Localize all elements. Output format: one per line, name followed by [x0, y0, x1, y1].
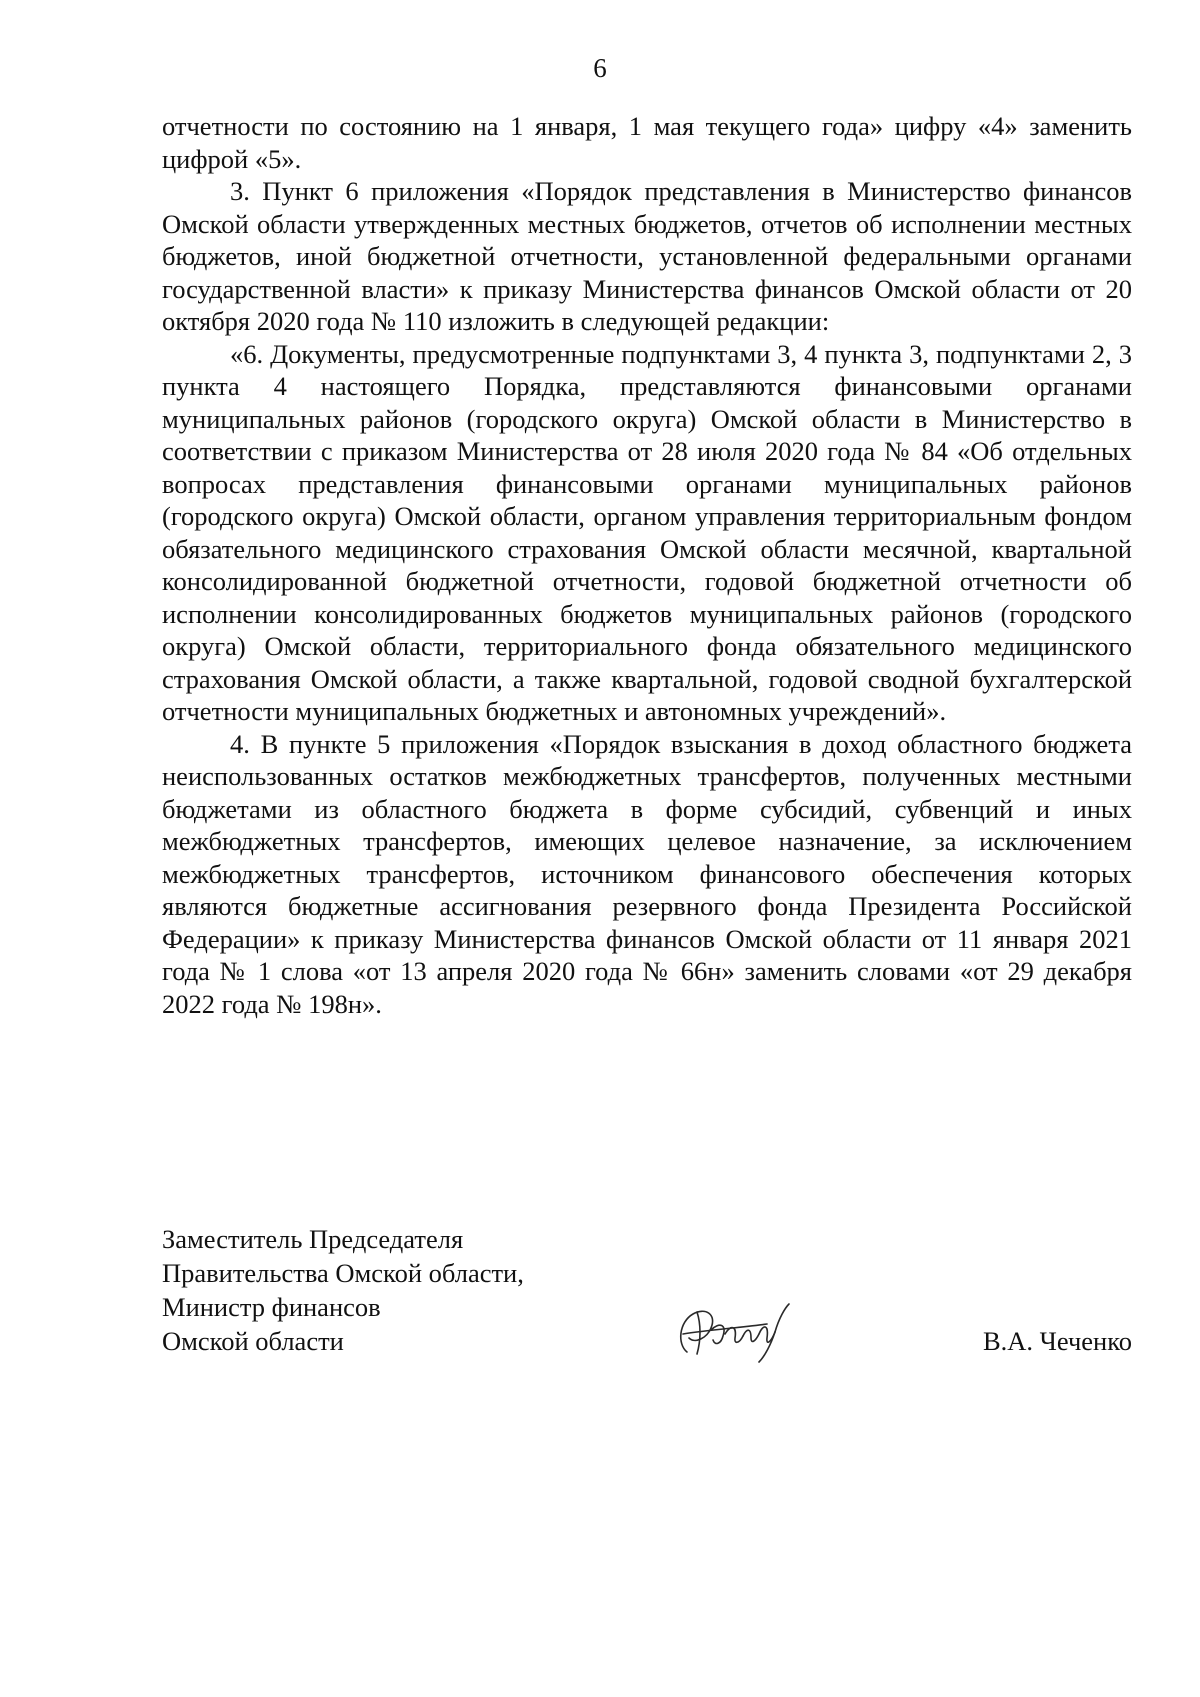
signatory-title-line: Министр финансов: [162, 1292, 381, 1322]
paragraph-continuation: отчетности по состоянию на 1 января, 1 мая текущего года» цифру «4» заменить цифрой «5».: [162, 111, 1132, 174]
paragraph-item-3: 3. Пункт 6 приложения «Порядок представления в Министерство финансов Омской области утвержденных местных бюджетов, отчетов об исполнении местных бюджетов, иной бюджетной отчетности, установленной федеральными органами государственной власти» к приказу Министерства финансов Омской области от 20 октября 2020 года № 110 изложить в следующей редакции:: [162, 176, 1132, 336]
signature-block: [162, 1222, 1132, 1358]
signatory-title-line: Заместитель Председателя: [162, 1224, 464, 1254]
paragraph-item-3-quote: «6. Документы, предусмотренные подпунктами 3, 4 пункта 3, подпунктами 2, 3 пункта 4 настоящего Порядка, представляются финансовыми органами муниципальных районов (городского округа) Омской области в Министерство в соответствии с приказом Министерства от 28 июля 2020 года № 84 «Об отдельных вопросах представления финансовыми органами муниципальных районов (городского округа) Омской области, органом управления территориальным фондом обязательного медицинского страхования Омской области месячной, квартальной консолидированной бюджетной отчетности, годовой бюджетной отчетности об исполнении консолидированных бюджетов муниципальных районов (городского округа) Омской области, территориального фонда обязательного медицинского страхования Омской области, а также квартальной, годовой сводной бухгалтерской отчетности муниципальных бюджетных и автономных учреждений».: [162, 338, 1132, 726]
signatory-name: В.А. Чеченко: [982, 1326, 1132, 1356]
document-body: [162, 110, 1132, 1020]
signatory-title-line: Правительства Омской области,: [162, 1258, 524, 1288]
handwritten-signature: [667, 1294, 807, 1366]
paragraph-item-4: 4. В пункте 5 приложения «Порядок взыскания в доход областного бюджета неиспользованных остатков межбюджетных трансфертов, полученных местными бюджетами из областного бюджета в форме субсидий, субвенций и иных межбюджетных трансфертов, имеющих целевое назначение, за исключением межбюджетных трансфертов, источником финансового обеспечения которых являются бюджетные ассигнования резервного фонда Президента Российской Федерации» к приказу Министерства финансов Омской области от 11 января 2021 года № 1 слова «от 13 апреля 2020 года № 66н» заменить словами «от 29 декабря 2022 года № 198н».: [162, 728, 1132, 1019]
signatory-title-line: Омской области: [162, 1326, 344, 1356]
page-number: 6: [593, 53, 607, 83]
